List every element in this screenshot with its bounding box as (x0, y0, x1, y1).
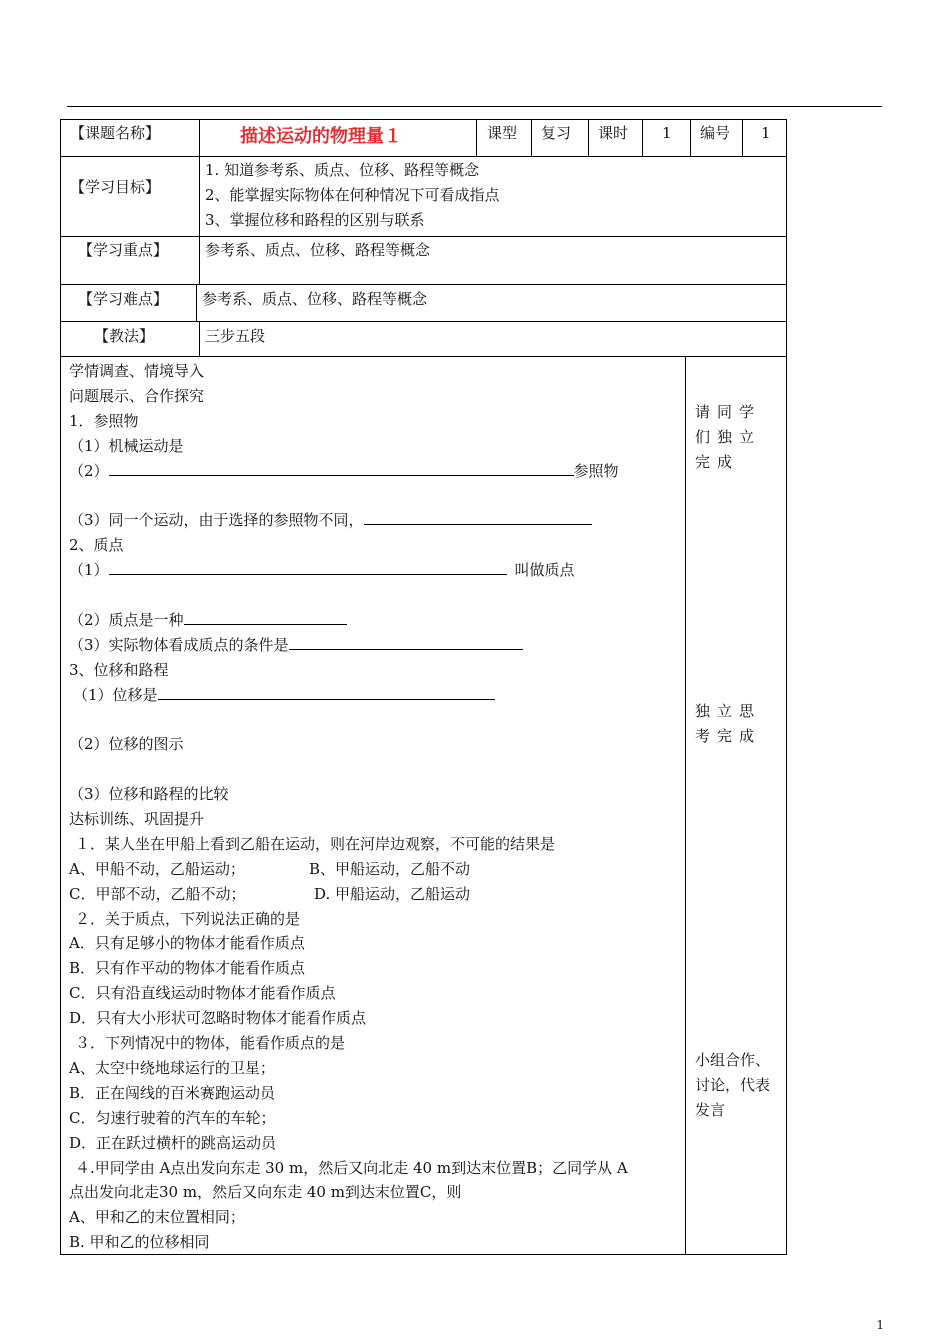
body-line (69, 683, 681, 708)
question: ４.甲同学由 A点出发向东走 30 m，然后又向北走 40 m到达末位置B；乙同学从 A (75, 1158, 628, 1177)
topic-label: 【课题名称】 (70, 124, 161, 142)
lesson-body (69, 359, 681, 1255)
focus-label: 【学习重点】 (78, 241, 169, 259)
option: B．正在闯线的百米赛跑运动员 (69, 1083, 276, 1102)
body-line: （1）机械运动是 (69, 436, 184, 455)
hours-label: 课时 (598, 124, 629, 142)
option: A．只有足够小的物体才能看作质点 (69, 934, 305, 953)
difficulty-label: 【学习难点】 (78, 290, 169, 308)
option: A、甲船不动，乙船运动； (69, 859, 245, 878)
type-value: 复习 (541, 124, 572, 142)
number-value: 1 (761, 124, 771, 142)
empty-line (69, 707, 681, 732)
body-line (69, 608, 681, 633)
body-line-prefix: （2） (69, 461, 109, 480)
body-line-suffix: 叫做质点 (514, 561, 575, 580)
lesson-title: 描述运动的物理量１ (240, 126, 402, 147)
option: A、甲和乙的末位置相同； (69, 1208, 245, 1227)
method-label: 【教法】 (94, 327, 155, 345)
empty-line (69, 583, 681, 608)
blank-line[interactable] (109, 461, 574, 476)
body-line-prefix: （3）实际物体看成质点的条件是 (69, 635, 289, 654)
empty-line (69, 483, 681, 508)
body-line: 2、质点 (69, 536, 124, 555)
body-line-suffix: 参照物 (573, 461, 619, 480)
body-line (69, 633, 681, 658)
option: B. 甲和乙的位移相同 (69, 1233, 210, 1252)
option: C．只有沿直线运动时物体才能看作质点 (69, 984, 336, 1003)
hours-value: 1 (662, 124, 672, 142)
question: １．某人坐在甲船上看到乙船在运动，则在河岸边观察，不可能的结果是 (75, 834, 556, 853)
body-line: 问题展示、合作探究 (69, 386, 205, 405)
page-number: 1 (876, 1318, 884, 1332)
blank-line[interactable] (109, 560, 507, 575)
body-line-prefix: （2）质点是一种 (69, 610, 184, 629)
goal-item: 3、掌握位移和路程的区别与联系 (205, 211, 425, 229)
question: ２．关于质点，下列说法正确的是 (75, 909, 301, 928)
body-line: 学情调查、情境导入 (69, 362, 205, 380)
blank-line[interactable] (289, 635, 523, 650)
body-line (69, 508, 681, 533)
side-note: 小组合作、讨论，代表发言 (695, 1051, 771, 1119)
side-note: 独立思考完成 (695, 702, 762, 745)
option: C．匀速行驶着的汽车的车轮； (69, 1108, 276, 1127)
body-line: （3）位移和路程的比较 (69, 785, 229, 804)
top-rule (67, 106, 882, 107)
blank-line[interactable] (184, 610, 347, 625)
blank-line[interactable] (158, 685, 495, 700)
question-options (69, 882, 681, 907)
body-line: 1．参照物 (69, 411, 139, 430)
option: D．正在跃过横杆的跳高运动员 (69, 1133, 277, 1152)
blank-line[interactable] (364, 510, 592, 525)
difficulty-text: 参考系、质点、位移、路程等概念 (202, 290, 428, 308)
option: A、太空中绕地球运行的卫星； (69, 1058, 275, 1077)
side-note: 请同学们独立完成 (695, 403, 762, 471)
goal-item: 2、能掌握实际物体在何种情况下可看成指点 (205, 186, 500, 204)
goal-item: 1. 知道参考系、质点、位移、路程等概念 (205, 161, 480, 179)
question-continued: 点出发向北走30 m，然后又向东走 40 m到达末位置C，则 (69, 1183, 462, 1202)
goals-label: 【学习目标】 (70, 178, 161, 196)
question-options (69, 857, 681, 882)
option: D．只有大小形状可忽略时物体才能看作质点 (69, 1009, 367, 1028)
body-line: 3、位移和路程 (69, 660, 169, 679)
body-line: （2）位移的图示 (69, 735, 184, 754)
option: D. 甲船运动，乙船运动 (314, 884, 471, 903)
focus-text: 参考系、质点、位移、路程等概念 (205, 241, 431, 259)
method-text: 三步五段 (205, 327, 266, 345)
body-line-prefix: （1）位移是 (73, 685, 158, 704)
empty-line (69, 757, 681, 782)
option: B．只有作平动的物体才能看作质点 (69, 959, 306, 978)
option: C．甲部不动，乙船不动； (69, 884, 246, 903)
question: ３．下列情况中的物体，能看作质点的是 (75, 1034, 346, 1053)
body-line (69, 558, 681, 583)
body-line (69, 459, 681, 484)
option: B、甲船运动，乙船不动 (309, 859, 471, 878)
number-label: 编号 (700, 124, 731, 142)
body-line-prefix: （1） (69, 561, 109, 580)
body-line-prefix: （3）同一个运动，由于选择的参照物不同， (69, 511, 364, 530)
type-label: 课型 (487, 124, 518, 142)
body-line: 达标训练、巩固提升 (69, 810, 205, 829)
